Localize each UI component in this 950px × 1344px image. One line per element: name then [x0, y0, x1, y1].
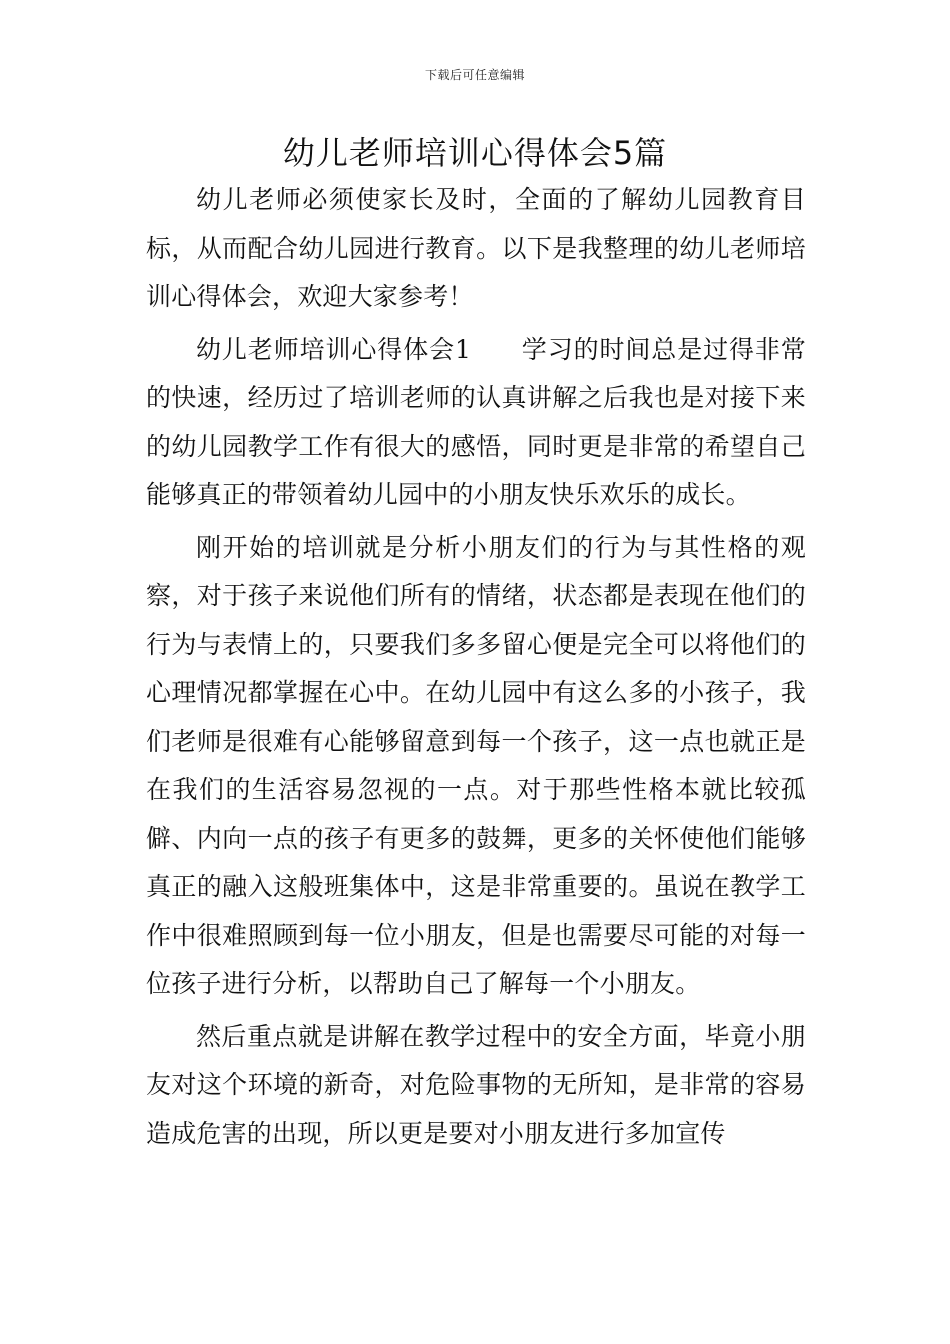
document-title: 幼儿老师培训心得体会5篇 — [282, 134, 668, 172]
header-note: 下载后可任意编辑 — [424, 68, 525, 82]
paragraph-text: 刚开始的培训就是分析小朋友们的行为与其性格的观察，对于孩子来说他们所有的情绪，状态都是表现在他们的行为与表情上的，只要我们多多留心便是完全可以将他们的心理情况都掌握在心中。在幼儿园中有这么多的小孩子，我们老师是很难有心能够留意到每一个孩子，这一点也就正是在我们的生活容易忽视的一点。对于那些性格本就比较孤僻、内向一点的孩子有更多的鼓舞，更多的关怀使他们能够真正的融入这般班集体中，这是非常重要的。虽说在教学工作中很难照顾到每一位小朋友，但是也需要尽可能的对每一位孩子进行分析，以帮助自己了解每一个小朋友。 — [146, 532, 806, 998]
paragraph-safety — [146, 1013, 806, 1159]
paragraph-section-1 — [146, 326, 806, 520]
paragraph-text: 学习的时间总是过得非常的快速，经历过了培训老师的认真讲解之后我也是对接下来的幼儿园教学工作有很大的感悟，同时更是非常的希望自己能够真正的带领着幼儿园中的小朋友快乐欢乐的成长。 — [146, 334, 807, 509]
paragraph-intro — [146, 176, 806, 322]
section-heading: 幼儿老师培训心得体会1 — [196, 334, 472, 364]
paragraph-observation — [146, 524, 806, 1009]
document-body — [146, 176, 806, 1162]
paragraph-text: 然后重点就是讲解在教学过程中的安全方面，毕竟小朋友对这个环境的新奇，对危险事物的无所知，是非常的容易造成危害的出现，所以更是要对小朋友进行多加宣传 — [146, 1021, 806, 1148]
paragraph-text: 幼儿老师必须使家长及时，全面的了解幼儿园教育目标，从而配合幼儿园进行教育。以下是我整理的幼儿老师培训心得体会，欢迎大家参考！ — [146, 185, 806, 311]
